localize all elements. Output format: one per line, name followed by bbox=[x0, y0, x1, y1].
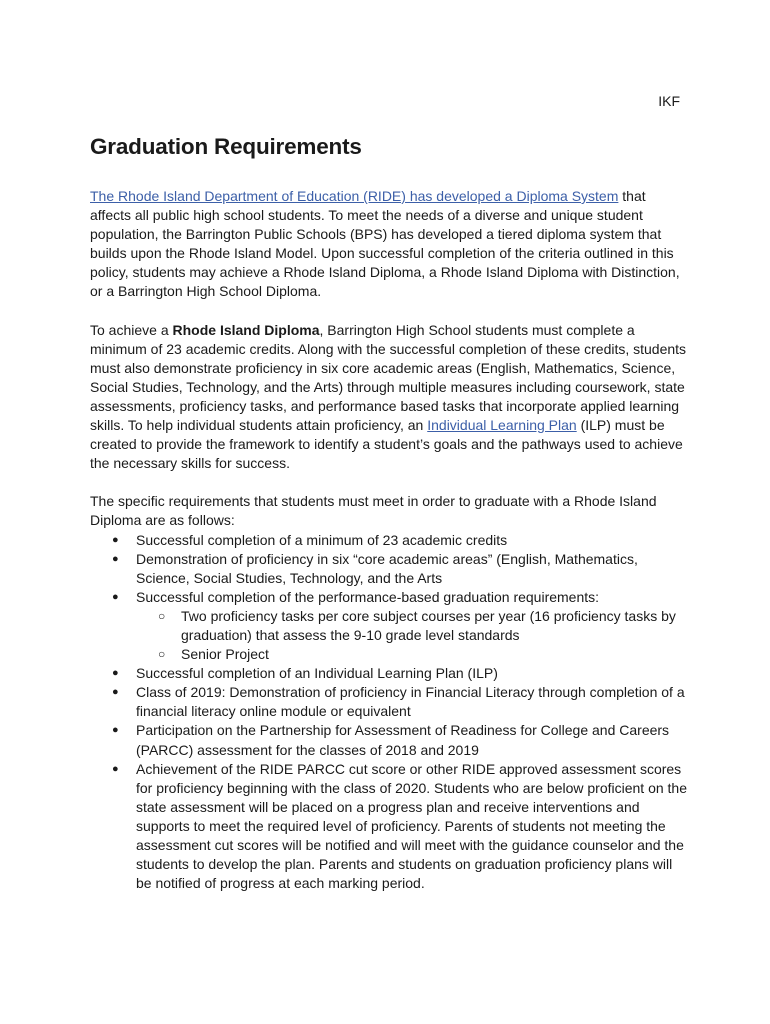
achieve-pre: To achieve a bbox=[90, 321, 173, 338]
achieve-mid: , Barrington High School students must complete a minimum of 23 academic credits. Along with the successful completion of these credits, students must also demonstrate proficiency in six core academic areas (English, Mathematics, Science, Social Studies, Technology, and the Arts) through multiple measures including coursework, state assessments, proficiency tasks, and performance based tasks that incorporate applied learning skills. To help individual students attain proficiency, an bbox=[90, 321, 687, 434]
requirements-list bbox=[90, 531, 690, 894]
individual-learning-plan-link[interactable]: Individual Learning Plan bbox=[427, 417, 577, 434]
ride-diploma-system-link[interactable]: The Rhode Island Department of Education (RIDE) has developed a Diploma System bbox=[90, 188, 619, 204]
list-item: ● Demonstration of proficiency in six “core academic areas” (English, Mathematics, Science, Social Studies, Technology, and the Arts bbox=[90, 550, 690, 588]
achieve-post: (ILP) must be created to provide the framework to identify a student’s goals and the pathways used to achieve the necessary skills for success. bbox=[90, 417, 683, 472]
list-item: ● Successful completion of an Individual Learning Plan (ILP) bbox=[90, 664, 690, 683]
intro-text: that affects all public high school students. To meet the needs of a diverse and unique student population, the Barrington Public Schools (BPS) has developed a tiered diploma system that builds upon the Rhode Island Model. Upon successful completion of the criteria outlined in this policy, students may achieve a Rhode Island Diploma, a Rhode Island Diploma with Distinction, or a Barrington High School Diploma. bbox=[90, 188, 680, 300]
sub-list-item: ○ Senior Project bbox=[136, 645, 690, 664]
achieve-paragraph bbox=[90, 321, 690, 474]
list-item: ● Successful completion of a minimum of 23 academic credits bbox=[90, 531, 690, 550]
page-title: Graduation Requirements bbox=[90, 134, 362, 159]
ri-diploma-bold: Rhode Island Diploma bbox=[172, 321, 320, 338]
requirements-intro: The specific requirements that students must meet in order to graduate with a Rhode Island Diploma are as follows: bbox=[90, 493, 657, 529]
list-item: ● Participation on the Partnership for Assessment of Readiness for College and Careers (PARCC) assessment for the classes of 2018 and 2019 bbox=[90, 721, 690, 759]
list-item: ● Class of 2019: Demonstration of proficiency in Financial Literacy through completion of a financial literacy online module or equivalent bbox=[90, 683, 690, 721]
sub-list-item: ○ Two proficiency tasks per core subject courses per year (16 proficiency tasks by graduation) that assess the 9-10 grade level standards bbox=[136, 607, 690, 645]
document-body bbox=[90, 187, 690, 893]
list-item: ● Achievement of the RIDE PARCC cut score or other RIDE approved assessment scores for proficiency beginning with the class of 2020. Students who are below proficient on the state assessment will be placed on a progress plan and receive interventions and supports to meet the required level of proficiency. Parents of students not meeting the assessment cut scores will be notified and will meet with the guidance counselor and the students to develop the plan. Parents and students on graduation proficiency plans will be notified of progress at each marking period. bbox=[90, 760, 690, 894]
list-item-text: Successful completion of the performance-based graduation requirements: bbox=[136, 588, 600, 605]
list-item bbox=[90, 588, 690, 664]
sub-requirements-list bbox=[136, 607, 690, 664]
header-initials: IKF bbox=[658, 93, 680, 109]
intro-paragraph bbox=[90, 187, 690, 302]
